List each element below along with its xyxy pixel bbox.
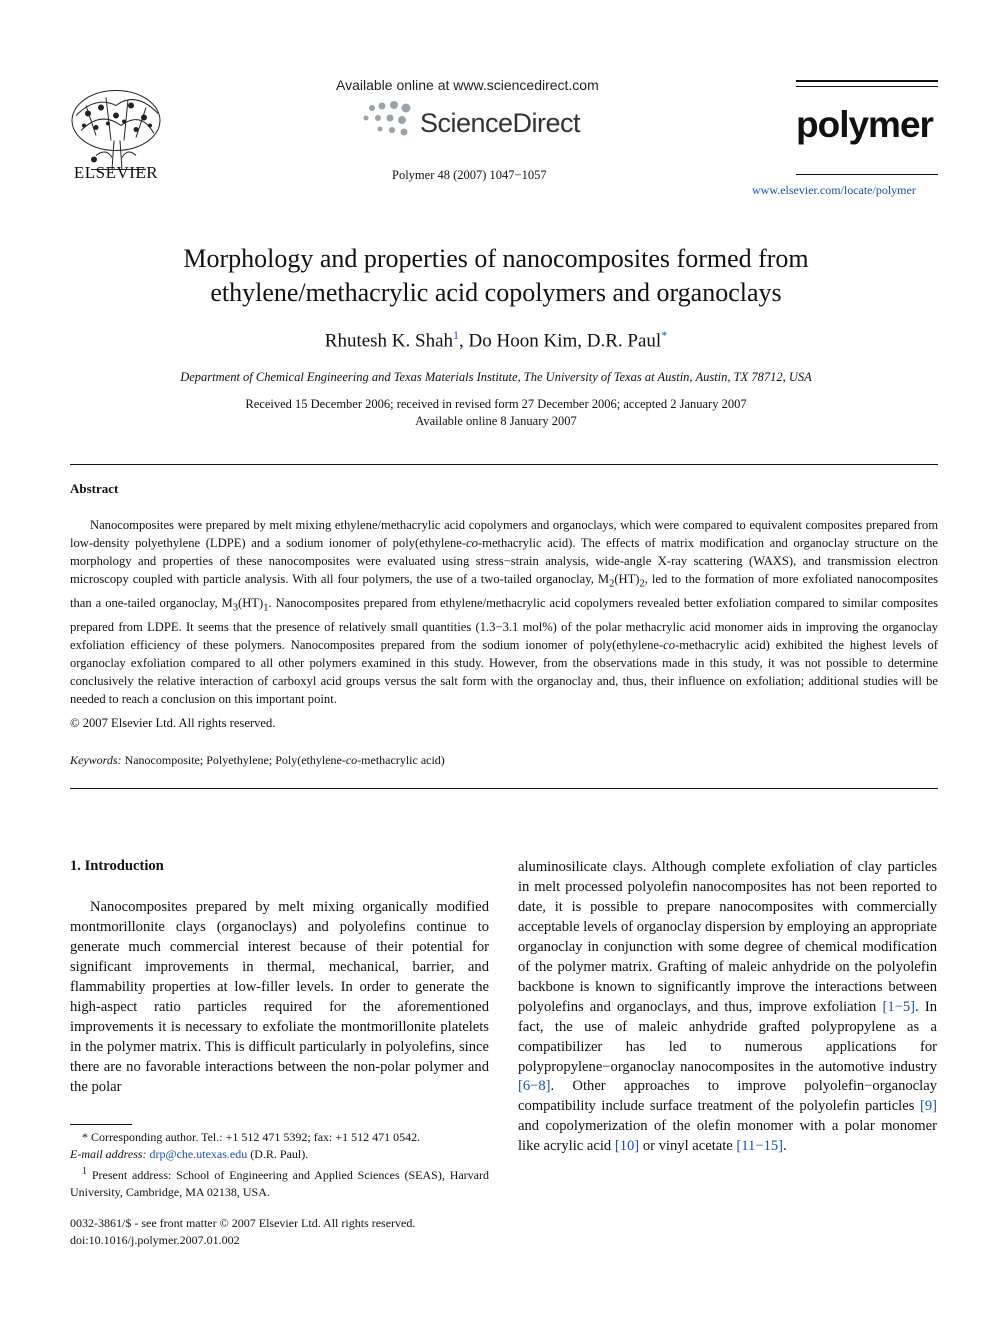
article-history [96, 396, 896, 430]
journal-url-link[interactable]: www.elsevier.com/locate/polymer [752, 183, 916, 197]
divider [70, 464, 938, 465]
intro-right-column: aluminosilicate clays. Although complete exfoliation of clay particles in melt processed polyolefin nanocomposites has not been reported to date, it is possible to prepare nanocomposites with commercially acceptable levels of organoclay dispersion by employing an appropriate organoclay in conjunction with some degree of chemical modification of the polymer matrix. Grafting of maleic anhydride on the polyolefin backbone is known to significantly improve the interactions between polyolefins and organoclays, and thus, improve exfoliation [1−5]. In fact, the use of maleic anhydride grafted polypropylene as a compatibilizer has led to numerous applications for polypropylene−organoclay nanocomposites in the automotive industry [6−8]. Other approaches to improve polyolefin−organoclay compatibility include surface treatment of the polyolefin particles [9] and copolymerization of the olefin monomer with a polar monomer like acrylic acid [10] or vinyl acetate [11−15]. [518, 859, 937, 1155]
journal-reference: Polymer 48 (2007) 1047−1057 [392, 168, 547, 182]
footnotes [70, 1129, 489, 1201]
author-name: Do Hoon Kim [468, 330, 578, 352]
footnote-rule [70, 1124, 132, 1125]
footnote-present-address: $^1$ Present address: School of Engineering and Applied Sciences (SEAS), Harvard University, Cambridge, MA 02138, USA. [70, 1166, 489, 1199]
email-link[interactable]: drp@che.utexas.edu [149, 1147, 248, 1161]
author-name: D.R. Paul [586, 330, 662, 352]
author-separator: , [577, 330, 587, 352]
issn-line: 0032-3861/$ - see front matter © 2007 Elsevier Ltd. All rights reserved. [70, 1216, 416, 1230]
keywords: Keywords: Nanocomposite; Polyethylene; Poly(ethylene-co-methacrylic acid) [70, 753, 445, 767]
journal-rule-bottom [796, 174, 938, 175]
footnote-corresponding: * Corresponding author. Tel.: +1 512 471 5392; fax: +1 512 471 0542. E-mail address: drp@che.utexas.edu (D.R. Paul). [70, 1130, 421, 1161]
intro-left-column: Nanocomposites prepared by melt mixing organically modified montmorillonite clays (organoclays) and polyolefins continue to generate much commercial interest because of their potential for significant improvements in thermal, mechanical, barrier, and flammability properties at low-filler levels. In order to generate the high-aspect ratio particles required for the aforementioned improvements it is necessary to exfoliate the montmorillonite platelets in the polymer matrix. This is difficult particularly in polyolefins, since there are no favorable interactions between the non-polar polymer and the polar [70, 899, 489, 1095]
keywords-label: Keywords: [70, 753, 122, 767]
citation-link[interactable]: [10] [614, 1138, 640, 1155]
divider [70, 788, 938, 789]
author-list [96, 328, 896, 352]
citation-link[interactable]: [11−15] [736, 1138, 784, 1155]
abstract-heading: Abstract [70, 481, 119, 496]
article-title: Morphology and properties of nanocomposites formed from ethylene/methacrylic acid copolymers and organoclays [183, 244, 809, 307]
sciencedirect-wordmark: ScienceDirect [420, 108, 581, 138]
citation-link[interactable]: [1−5] [882, 998, 916, 1015]
section-heading-introduction: 1. Introduction [70, 858, 164, 874]
elsevier-wordmark: ELSEVIER [73, 163, 159, 182]
journal-rule-top-thin [796, 86, 938, 87]
author-footnote-mark[interactable]: 1 [453, 328, 460, 342]
abstract-body: Nanocomposites were prepared by melt mixing ethylene/methacrylic acid copolymers and organoclays, which were compared to equivalent composites prepared from low-density polyethylene (LDPE) and a sodium ionomer of poly(ethylene-co-methacrylic acid). The effects of matrix modification and organoclay structure on the morphology and properties of these nanocomposites were evaluated using stress−strain analysis, wide-angle X-ray scattering (WAXS), and transmission electron microscopy coupled with particle analysis. With all four polymers, the use of a two-tailed organoclay, $M_2(HT)_2$, led to the formation of more exfoliated nanocomposites than a one-tailed organoclay, $M_3(HT)_1$. Nanocomposites prepared from ethylene/methacrylic acid copolymers revealed better exfoliation compared to similar composites prepared from LDPE. It seems that the presence of relatively small quantities (1.3−3.1 mol%) of the polar methacrylic acid monomer aids in improving the organoclay exfoliation efficiency of these polymers. Nanocomposites prepared from the sodium ionomer of poly(ethylene-co-methacrylic acid) exhibited the highest levels of organoclay exfoliation compared to all other polymers examined in this study. However, from the observations made in this study, it was not possible to determine conclusively the relative interaction of carboxyl acid groups versus the salt form with the organoclay and, thus, their influence on exfoliation; additional studies will be needed to reach a conclusion on this important point. [70, 518, 938, 706]
citation-link[interactable]: [6−8] [518, 1078, 551, 1095]
available-date: Available online 8 January 2007 [415, 414, 577, 428]
doi-line: doi:10.1016/j.polymer.2007.01.002 [70, 1233, 240, 1247]
author-name: Rhutesh K. Shah [324, 330, 454, 352]
affiliation: Department of Chemical Engineering and Texas Materials Institute, The University of Texas at Austin, Austin, TX 78712, USA [180, 370, 812, 384]
journal-rule-top [796, 80, 938, 82]
abstract-copyright: © 2007 Elsevier Ltd. All rights reserved. [70, 716, 276, 730]
front-matter-info [70, 1215, 415, 1249]
author-separator: , [459, 330, 469, 352]
citation-link[interactable]: [9] [919, 1098, 937, 1115]
received-dates: Received 15 December 2006; received in revised form 27 December 2006; accepted 2 January 2007 [245, 397, 747, 411]
corresponding-author-mark[interactable]: * [661, 328, 668, 342]
available-online-text: Available online at www.sciencedirect.com [336, 77, 599, 93]
journal-logo: polymer [796, 104, 933, 145]
